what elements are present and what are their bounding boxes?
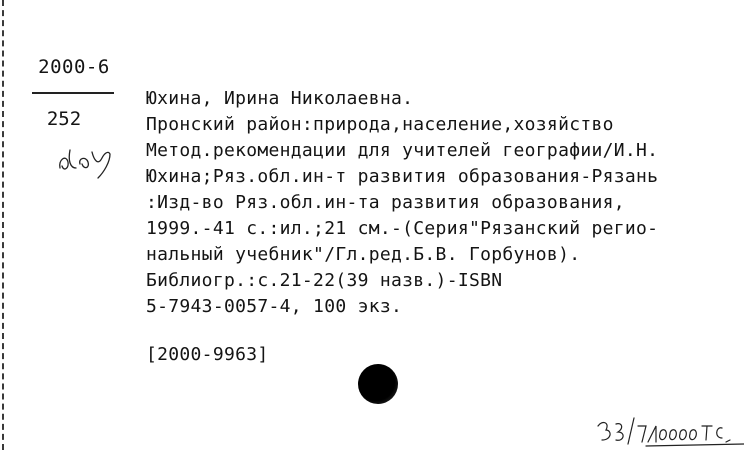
entry-line: Юхина;Ряз.обл.ин-т развития образования-Рязань [146,166,659,187]
entry-line: 1999.-41 с.:ил.;21 см.-(Серия"Рязанский регио- [146,218,659,239]
perforated-left-edge [2,0,4,450]
shelfmark-rule [32,92,114,94]
entry-line-heading: Юхина, Ирина Николаевна. [146,88,414,109]
handwritten-mark [54,138,124,184]
author-mark: 252 [46,108,82,130]
entry-line-notes: Библиогр.:с.21-22(39 назв.)-ISBN [146,270,503,291]
entry-line-title: Пронский район:природа,население,хозяйство [146,114,614,135]
entry-line: :Изд-во Ряз.обл.ин-та развития образования, [146,192,625,213]
entry-line: Метод.рекомендации для учителей географии/И.Н. [146,140,659,161]
shelfmark: 2000-6 [38,56,110,78]
accession-number: [2000-9963] [146,344,269,365]
entry-line: 5-7943-0057-4, 100 экз. [146,296,403,317]
ink-blot [358,364,398,404]
handwritten-inventory-note [594,416,744,448]
entry-line: нальный учебник"/Гл.ред.Б.В. Горбунов). [146,244,581,265]
